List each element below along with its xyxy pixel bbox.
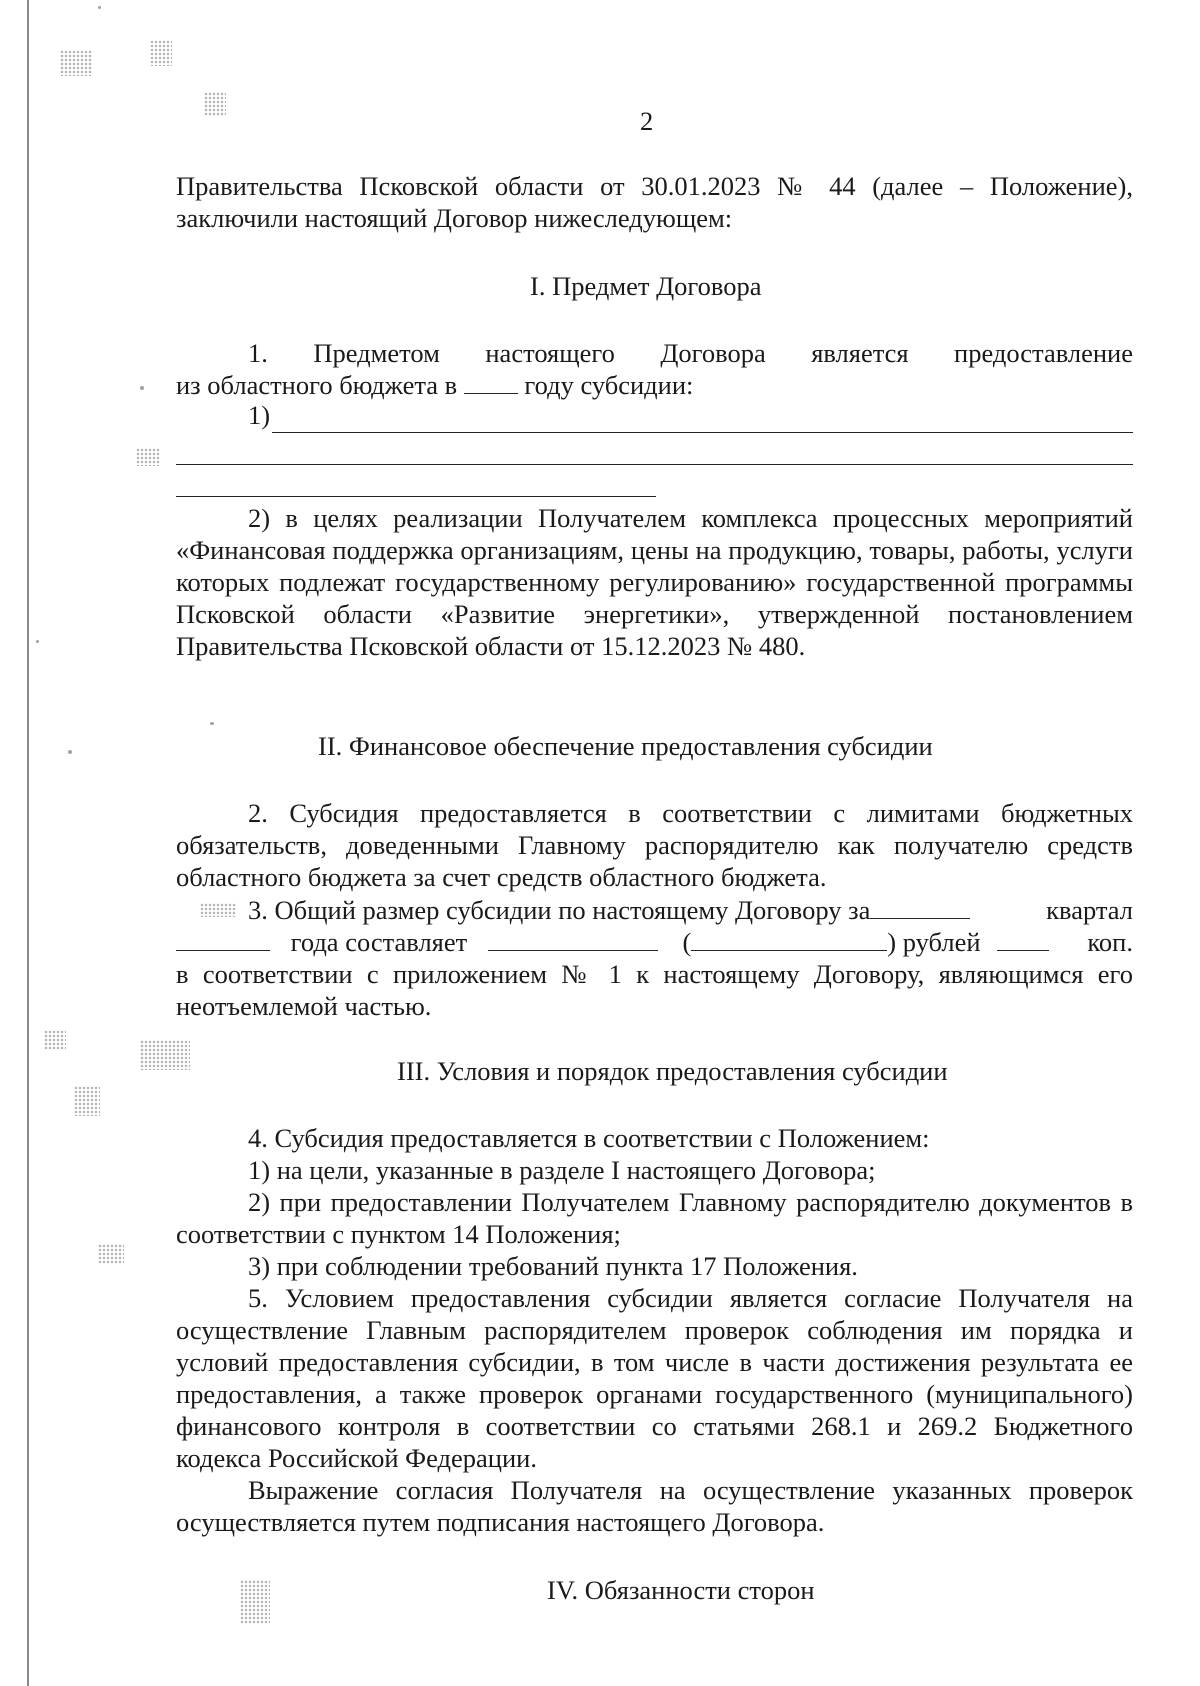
scan-speck bbox=[204, 92, 226, 116]
scan-left-edge bbox=[27, 0, 29, 1686]
clause-1 bbox=[176, 337, 1133, 401]
scan-speck bbox=[136, 448, 160, 466]
clause-3 bbox=[176, 894, 1133, 1022]
clause-1-text-a: из областного бюджета в bbox=[176, 370, 458, 400]
scan-speck bbox=[150, 40, 172, 66]
scan-speck bbox=[140, 1040, 190, 1070]
scan-speck bbox=[98, 1244, 124, 1264]
clause-1-text-b: году субсидии: bbox=[524, 370, 694, 400]
quarter-blank bbox=[870, 896, 970, 919]
clause-3-line-2 bbox=[176, 926, 1133, 958]
kopecks-blank bbox=[997, 928, 1049, 951]
scan-speck bbox=[210, 722, 214, 725]
clause-2-text: 2. Субсидия предоставляется в соответствии с лимитами бюджетных обязательств, доведенными Главному распорядителю как получателю средств областного бюджета за счет средств областного бюджета. bbox=[176, 798, 1133, 892]
clause-3-open-paren: ( bbox=[682, 927, 692, 957]
clause-1-line-2 bbox=[176, 369, 1133, 401]
section-4-heading: IV. Обязанности сторон bbox=[547, 1575, 815, 1605]
clause-2 bbox=[176, 797, 1133, 893]
clause-3-rubles: ) рублей bbox=[887, 927, 981, 957]
year-blank-2 bbox=[176, 928, 270, 951]
scan-speck bbox=[44, 1030, 66, 1050]
intro-line-2: заключили настоящий Договор нижеследующем: bbox=[176, 203, 733, 233]
item-2-text: 2) в целях реализации Получателем комплекса процессных мероприятий «Финансовая поддержка организациям, цены на продукцию, товары, работы, услуги которых подлежат государственному регулированию» государственной программы Псковской области «Развитие энергетики», утвержденной постановлением Правительства Псковской области от 15.12.2023 № 480. bbox=[176, 503, 1133, 661]
scan-speck bbox=[60, 50, 92, 76]
clause-3-text-a: 3. Общий размер субсидии по настоящему Договору за bbox=[248, 895, 871, 925]
section-2-heading: II. Финансовое обеспечение предоставления субсидии bbox=[318, 731, 933, 761]
clause-4-item-2: 2) при предоставлении Получателем Главному распорядителю документов в соответствии с пунктом 14 Положения; bbox=[176, 1187, 1133, 1249]
year-blank bbox=[464, 371, 518, 394]
clause-4 bbox=[176, 1122, 1133, 1538]
scan-speck bbox=[68, 750, 72, 754]
scan-speck bbox=[36, 640, 39, 643]
clause-3-kopecks: коп. bbox=[1087, 927, 1133, 957]
clause-1-line-1: 1. Предметом настоящего Договора является предоставление bbox=[248, 338, 1133, 368]
clause-3-rest: в соответствии с приложением № 1 к настоящему Договору, являющимся его неотъемлемой частью. bbox=[176, 959, 1133, 1021]
clause-5-consent: Выражение согласия Получателя на осуществление указанных проверок осуществляется путем подписания настоящего Договора. bbox=[176, 1475, 1133, 1537]
scan-speck bbox=[240, 1580, 270, 1624]
item-1-label: 1) bbox=[248, 400, 271, 430]
clause-3-text-c: года составляет bbox=[290, 927, 468, 957]
clause-4-text: 4. Субсидия предоставляется в соответствии с Положением: bbox=[248, 1123, 930, 1153]
intro-line-1: Правительства Псковской области от 30.01.2023 № 44 (далее – Положение), bbox=[176, 171, 1133, 201]
section-1-heading: I. Предмет Договора bbox=[530, 271, 762, 301]
section-3-heading: III. Условия и порядок предоставления субсидии bbox=[397, 1056, 948, 1086]
clause-3-line-1 bbox=[176, 894, 1133, 926]
clause-4-item-3: 3) при соблюдении требований пункта 17 Положения. bbox=[248, 1251, 858, 1281]
intro-paragraph bbox=[176, 170, 1133, 234]
item-1-fill-line-3 bbox=[176, 496, 656, 497]
clause-5-text: 5. Условием предоставления субсидии является согласие Получателя на осуществление Главным распорядителем проверок соблюдения им порядка и условий предоставления субсидии, в том числе в части достижения результата ее предоставления, а также проверок органами государственного (муниципального) финансового контроля в соответствии со статьями 268.1 и 269.2 Бюджетного кодекса Российской Федерации. bbox=[176, 1283, 1133, 1473]
scan-speck bbox=[98, 6, 101, 9]
clause-3-quarter-word: квартал bbox=[1046, 895, 1133, 925]
scan-speck bbox=[74, 1086, 100, 1116]
scan-speck bbox=[140, 386, 144, 390]
page-number: 2 bbox=[640, 106, 654, 136]
amount-blank bbox=[488, 928, 658, 951]
item-1-fill-line-2 bbox=[176, 464, 1133, 465]
item-1-fill-line bbox=[272, 432, 1133, 433]
amount-words-blank bbox=[691, 928, 887, 951]
clause-4-item-1: 1) на цели, указанные в разделе I настоящего Договора; bbox=[248, 1155, 876, 1185]
item-2-paragraph bbox=[176, 502, 1133, 662]
